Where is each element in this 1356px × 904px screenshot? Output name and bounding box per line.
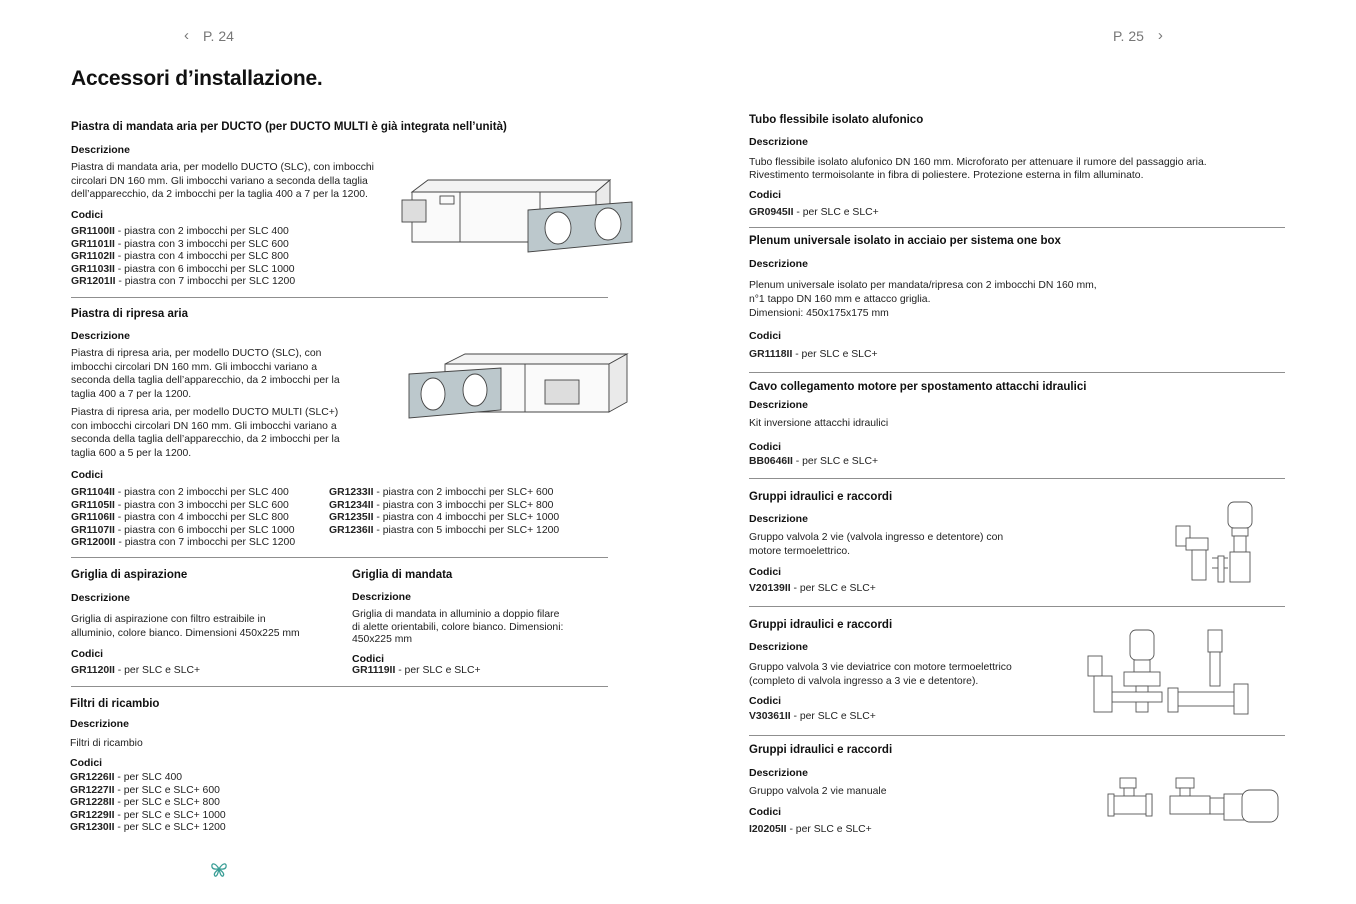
section-title: Griglia di mandata xyxy=(352,569,453,581)
divider xyxy=(71,297,608,298)
valve-2way-illustration xyxy=(1172,498,1262,586)
list-item: GR1234II - piastra con 3 imbocchi per SLC+ 800 xyxy=(329,499,554,511)
description: Piastra di ripresa aria, per modello DUCTO MULTI (SLC+) con imbocchi circolari DN 160 mm. Gli imbocchi variano a seconda della taglia dell’apparecchio, da 2 imbocchi per la taglia 600 a 5 per la 1200. xyxy=(71,407,340,459)
divider xyxy=(749,372,1285,373)
divider xyxy=(749,606,1285,607)
section-title: Gruppi idraulici e raccordi xyxy=(749,491,893,503)
desc-label: Descrizione xyxy=(70,718,129,730)
description: Griglia di aspirazione con filtro estraibile in alluminio, colore bianco. Dimensioni 450x225 mm xyxy=(71,614,300,639)
section-title: Gruppi idraulici e raccordi xyxy=(749,619,893,631)
desc-label: Descrizione xyxy=(71,144,130,156)
list-item: I20205II - per SLC e SLC+ xyxy=(749,824,872,835)
list-item: GR1230II - per SLC e SLC+ 1200 xyxy=(70,822,226,834)
desc-label: Descrizione xyxy=(749,136,808,148)
supply-plate-illustration xyxy=(400,172,635,258)
return-plate-illustration xyxy=(405,352,635,432)
desc-label: Descrizione xyxy=(749,641,808,653)
list-item: GR1119II - per SLC e SLC+ xyxy=(352,665,481,676)
codes-list xyxy=(749,207,879,220)
description: Tubo flessibile isolato alufonico DN 160 mm. Microforato per attenuare il rumore del passaggio aria. Rivestimento termoisolante in fibra di poliestere. Protezione esterna in film alluminato. xyxy=(749,157,1207,181)
codes-label: Codici xyxy=(749,806,782,818)
desc-label: Descrizione xyxy=(71,330,130,342)
section-title: Gruppi idraulici e raccordi xyxy=(749,744,893,756)
page-number-right[interactable]: P. 25 xyxy=(1113,27,1144,44)
page-nav-left xyxy=(184,27,234,44)
codes-label: Codici xyxy=(352,653,385,665)
desc-label: Descrizione xyxy=(749,767,808,779)
list-item: GR1120II - per SLC e SLC+ xyxy=(71,665,201,676)
chevron-right-icon[interactable]: › xyxy=(1157,27,1163,44)
description: Plenum universale isolato per mandata/ripresa con 2 imbocchi DN 160 mm, n°1 tappo DN 160 mm e attacco griglia. Dimensioni: 450x175x175 mm xyxy=(749,280,1097,319)
list-item: GR0945II - per SLC e SLC+ xyxy=(749,207,879,218)
divider xyxy=(749,735,1285,736)
butterfly-logo-icon xyxy=(210,861,228,877)
divider xyxy=(749,478,1285,479)
list-item: GR1228II - per SLC e SLC+ 800 xyxy=(70,797,220,809)
desc-label: Descrizione xyxy=(749,513,808,525)
codes-label: Codici xyxy=(70,757,103,769)
list-item: GR1226II - per SLC 400 xyxy=(70,772,183,783)
list-item: GR1103II - piastra con 6 imbocchi per SLC 1000 xyxy=(71,263,295,275)
list-item: GR1201II - piastra con 7 imbocchi per SLC 1200 xyxy=(71,276,296,288)
divider xyxy=(749,227,1285,228)
list-item: GR1104II - piastra con 2 imbocchi per SLC 400 xyxy=(71,487,289,498)
codes-label: Codici xyxy=(71,469,104,481)
codes-list xyxy=(329,487,559,537)
section-title: Piastra di ripresa aria xyxy=(71,308,188,320)
valve-manual-illustration xyxy=(1106,774,1282,826)
desc-label: Descrizione xyxy=(352,591,411,603)
list-item: GR1200II - piastra con 7 imbocchi per SLC 1200 xyxy=(71,537,296,549)
codes-list xyxy=(749,583,876,596)
list-item: V20139II - per SLC e SLC+ xyxy=(749,583,876,594)
description: Piastra di mandata aria, per modello DUCTO (SLC), con imbocchi circolari DN 160 mm. Gli imbocchi variano a seconda della taglia dell’apparecchio, da 2 imbocchi per la taglia 400 a 7 per la 1200. xyxy=(71,162,374,201)
codes-label: Codici xyxy=(749,566,782,578)
description: Kit inversione attacchi idraulici xyxy=(749,418,889,429)
section-title: Griglia di aspirazione xyxy=(71,569,188,581)
desc-label: Descrizione xyxy=(749,399,808,411)
list-item: GR1100II - piastra con 2 imbocchi per SLC 400 xyxy=(71,226,289,237)
codes-list xyxy=(749,711,876,724)
divider xyxy=(71,557,608,558)
codes-list xyxy=(71,665,200,678)
codes-list xyxy=(71,226,295,289)
list-item: GR1236II - piastra con 5 imbocchi per SLC+ 1200 xyxy=(329,524,560,536)
codes-list xyxy=(70,772,226,835)
description: Gruppo valvola 2 vie (valvola ingresso e detentore) con motore termoelettrico. xyxy=(749,532,1004,557)
codes-list xyxy=(749,349,878,362)
chevron-left-icon[interactable]: ‹ xyxy=(184,27,189,44)
codes-list xyxy=(749,456,878,469)
codes-label: Codici xyxy=(71,209,104,221)
codes-label: Codici xyxy=(749,441,782,453)
desc-label: Descrizione xyxy=(749,258,808,270)
list-item: BB0646II - per SLC e SLC+ xyxy=(749,456,879,467)
list-item: GR1107II - piastra con 6 imbocchi per SLC 1000 xyxy=(71,524,295,536)
list-item: GR1118II - per SLC e SLC+ xyxy=(749,349,878,360)
description: Piastra di ripresa aria, per modello DUCTO (SLC), con imbocchi circolari DN 160 mm. Gli imbocchi variano a seconda della taglia dell’apparecchio, da 2 imbocchi per la taglia 400 a 7 per la 1200. xyxy=(71,348,340,400)
page-title: Accessori d’installazione. xyxy=(71,67,323,90)
section-title: Cavo collegamento motore per spostamento attacchi idraulici xyxy=(749,381,1087,393)
section-title: Piastra di mandata aria per DUCTO (per DUCTO MULTI è già integrata nell’unità) xyxy=(71,121,507,133)
codes-list xyxy=(749,824,872,837)
page-number-left[interactable]: P. 24 xyxy=(203,27,234,44)
page-nav-right xyxy=(1113,27,1163,44)
divider xyxy=(71,686,608,687)
valve-3way-illustration xyxy=(1084,626,1256,716)
list-item: V30361II - per SLC e SLC+ xyxy=(749,711,876,722)
section-title: Plenum universale isolato in acciaio per sistema one box xyxy=(749,235,1061,247)
codes-label: Codici xyxy=(749,189,782,201)
codes-label: Codici xyxy=(71,648,104,660)
section-title: Tubo flessibile isolato alufonico xyxy=(749,114,924,126)
description: Gruppo valvola 3 vie deviatrice con motore termoelettrico (completo di valvola ingresso a 3 vie e detentore). xyxy=(749,662,1012,687)
codes-list xyxy=(352,665,481,678)
description: Filtri di ricambio xyxy=(70,738,143,749)
list-item: GR1227II - per SLC e SLC+ 600 xyxy=(70,784,220,796)
list-item: GR1106II - piastra con 4 imbocchi per SLC 800 xyxy=(71,512,289,524)
codes-label: Codici xyxy=(749,695,782,707)
description: Gruppo valvola 2 vie manuale xyxy=(749,786,887,797)
section-title: Filtri di ricambio xyxy=(70,698,160,710)
desc-label: Descrizione xyxy=(71,592,130,604)
list-item: GR1105II - piastra con 3 imbocchi per SLC 600 xyxy=(71,499,289,511)
list-item: GR1235II - piastra con 4 imbocchi per SLC+ 1000 xyxy=(329,512,560,524)
list-item: GR1233II - piastra con 2 imbocchi per SLC+ 600 xyxy=(329,487,554,498)
list-item: GR1101II - piastra con 3 imbocchi per SLC 600 xyxy=(71,238,289,250)
list-item: GR1102II - piastra con 4 imbocchi per SLC 800 xyxy=(71,251,289,263)
description: Griglia di mandata in alluminio a doppio filare di alette orientabili, colore bianco. Dimensioni: 450x225 mm xyxy=(352,609,564,646)
codes-label: Codici xyxy=(749,330,782,342)
codes-list xyxy=(71,487,295,550)
list-item: GR1229II - per SLC e SLC+ 1000 xyxy=(70,809,226,821)
